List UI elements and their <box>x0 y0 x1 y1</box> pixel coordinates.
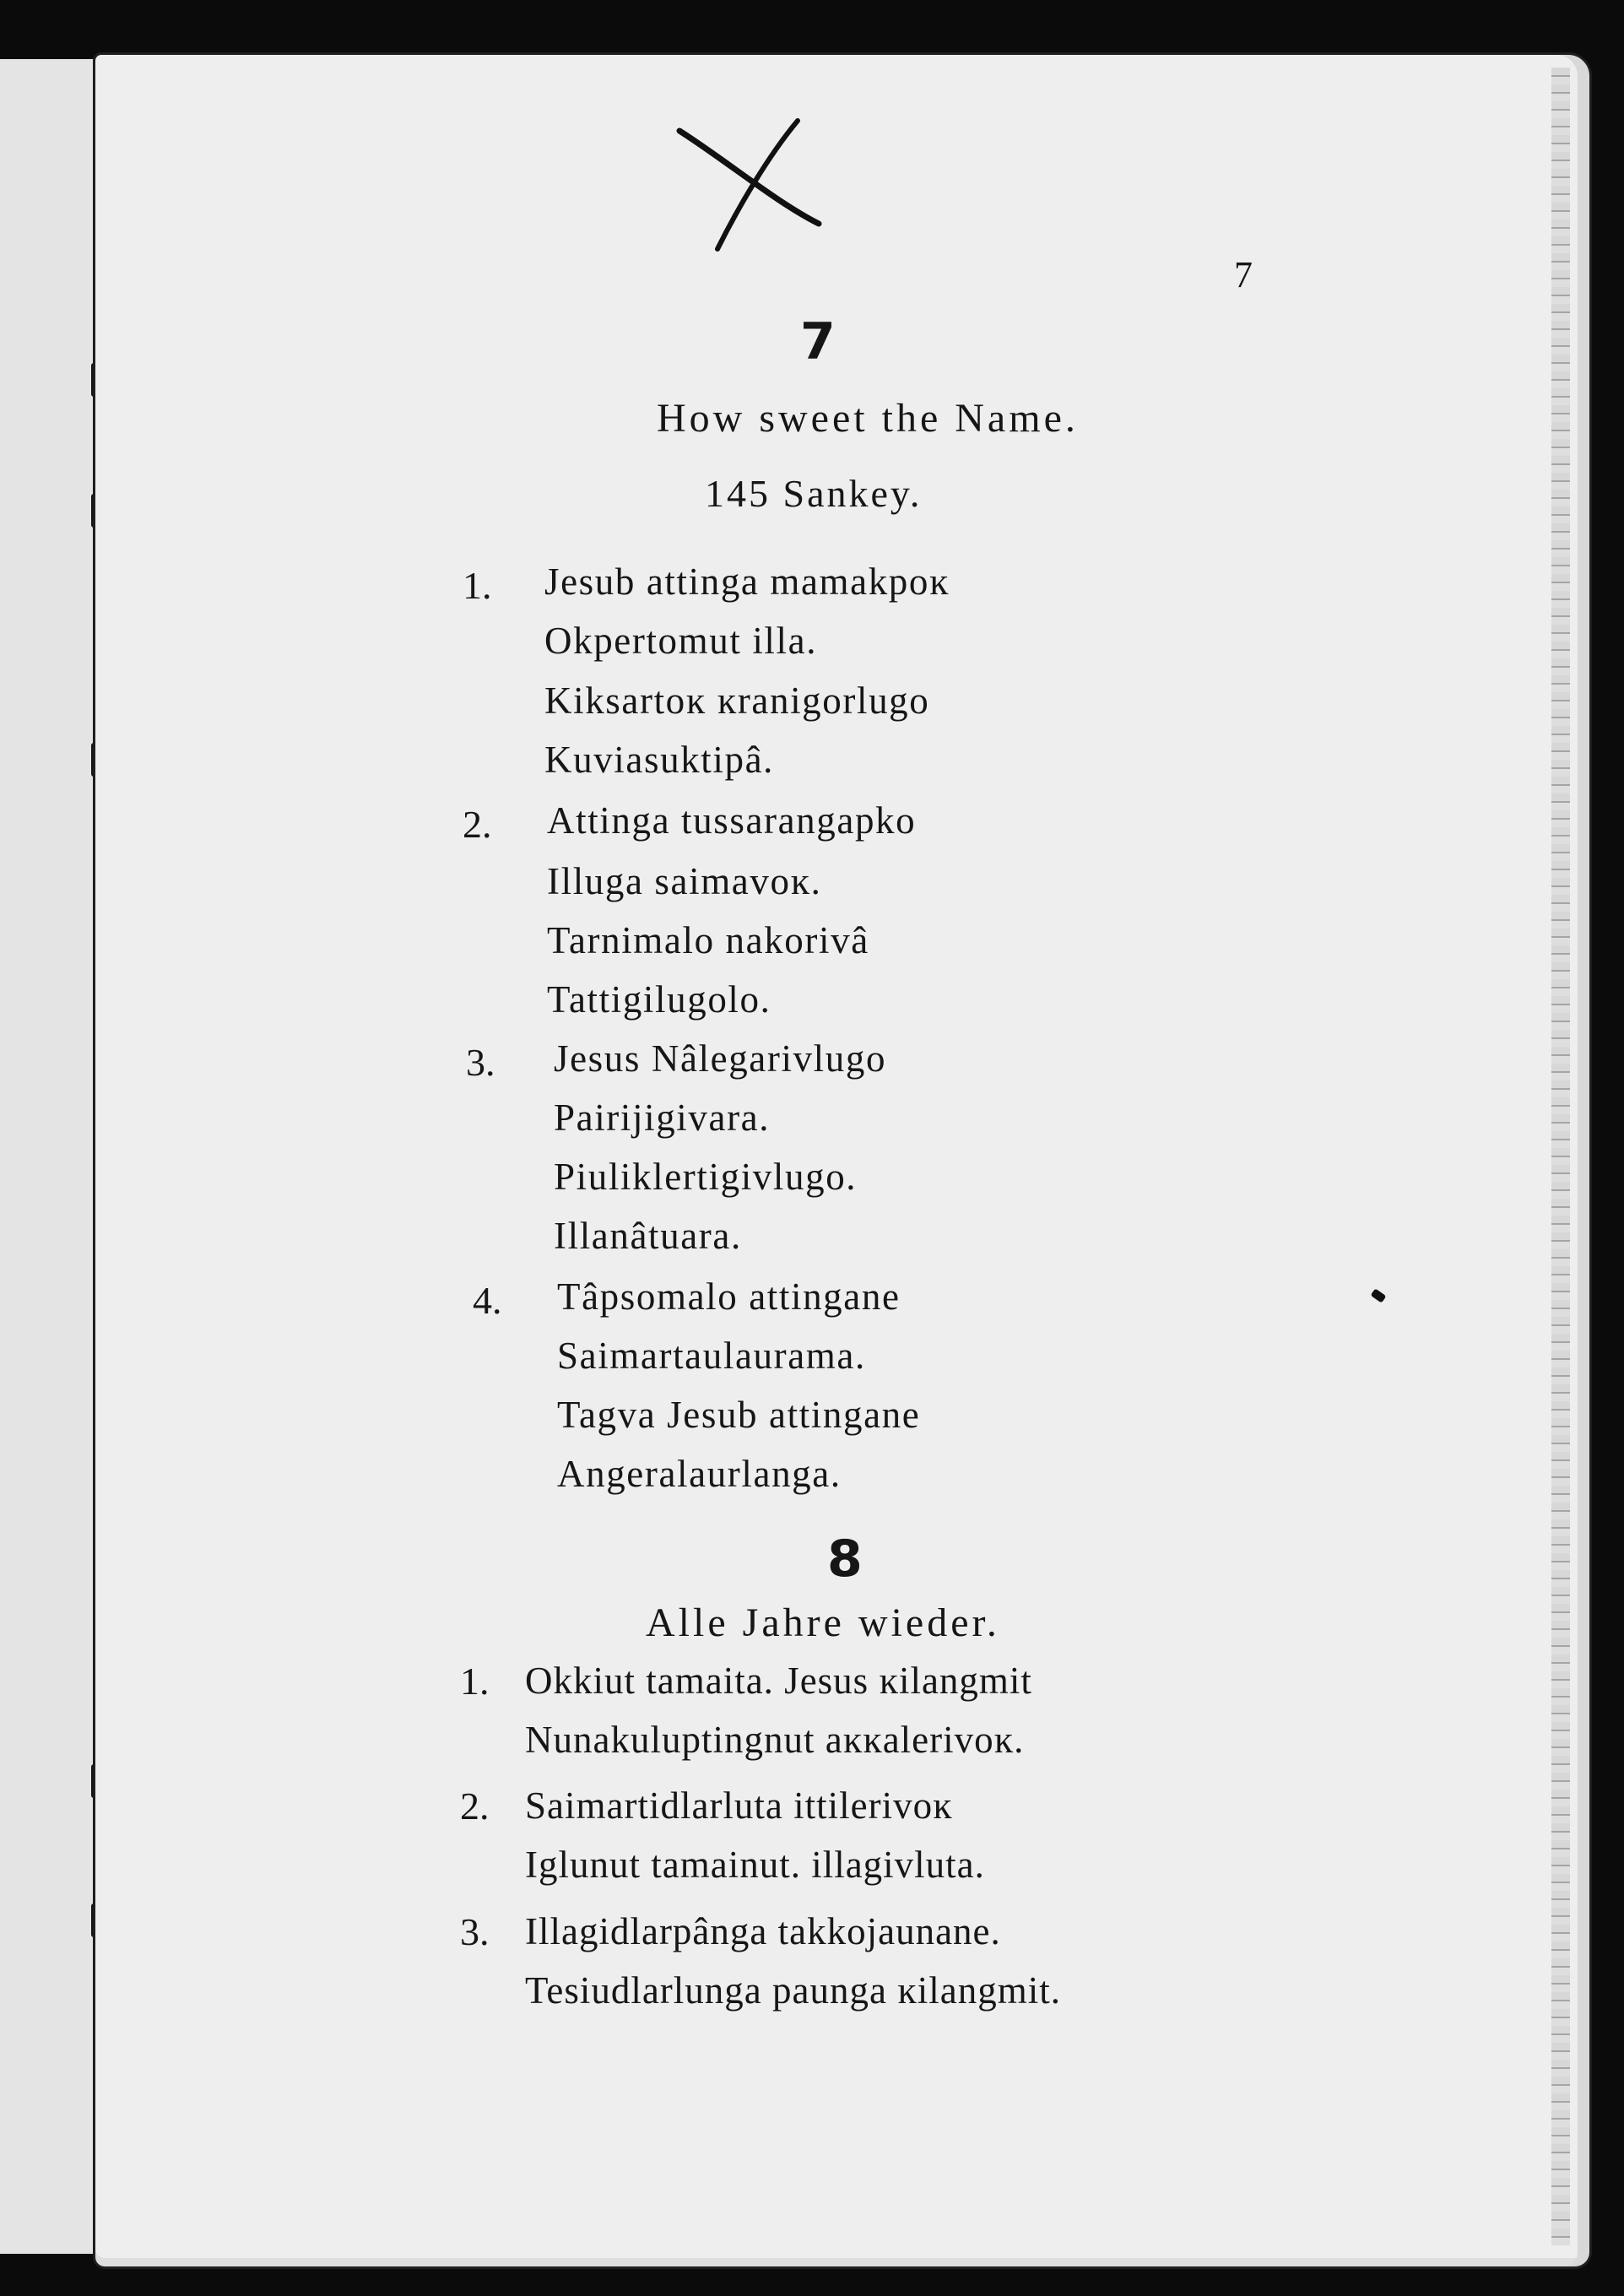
stanza-number: 1. <box>463 564 492 607</box>
hymn-title: How sweet the Name. <box>657 396 1079 441</box>
verse-line: Kuviasuktipâ. <box>544 739 775 781</box>
verse-line: Tagva Jesub attingane <box>557 1394 921 1436</box>
stanza-number: 3. <box>460 1910 490 1953</box>
stanza-number: 2. <box>460 1784 490 1828</box>
hymn-number: 7 <box>800 312 836 371</box>
page-edge <box>1551 68 1570 2245</box>
verse-line: Illuga saimavoĸ. <box>547 860 822 902</box>
verse-line: Kiksartoĸ ĸranigorlugo <box>544 680 930 722</box>
hymn-title: Alle Jahre wieder. <box>646 1600 1000 1645</box>
verse-line: Saimartaulaurama. <box>557 1335 866 1377</box>
verse-line: Nunakuluptingnut aĸĸalerivoĸ. <box>525 1719 1025 1761</box>
verse-line: Okpertomut illa. <box>544 620 818 662</box>
verse-line: Angeralaurlanga. <box>557 1453 842 1495</box>
page-number: 7 <box>1234 254 1253 295</box>
facing-page-edge <box>0 59 102 2254</box>
verse-line: Illanâtuara. <box>554 1215 742 1257</box>
verse-line: Attinga tussarangapko <box>547 799 917 842</box>
verse-line: Tattigilugolo. <box>547 978 771 1021</box>
stanza-number: 4. <box>473 1279 502 1322</box>
verse-line: Tâpsomalo attingane <box>557 1275 901 1318</box>
verse-line: Piuliklertigivlugo. <box>554 1156 858 1198</box>
stanza-number: 3. <box>466 1041 495 1084</box>
verse-line: Tesiudlarlunga paunga ĸilangmit. <box>525 1969 1061 2012</box>
verse-line: Illagidlarpânga takkojaunane. <box>525 1910 1001 1952</box>
verse-line: Iglunut tamainut. illagivluta. <box>525 1844 985 1886</box>
verse-line: Okkiut tamaita. Jesus ĸilangmit <box>525 1660 1032 1702</box>
stanza-number: 1. <box>460 1660 490 1703</box>
verse-line: Saimartidlarluta ittilerivoĸ <box>525 1784 953 1827</box>
hymn-source: 145 Sankey. <box>705 472 923 515</box>
verse-line: Jesub attinga mamakpoĸ <box>544 560 950 603</box>
verse-line: Pairijigivara. <box>554 1097 771 1139</box>
verse-line: Jesus Nâlegarivlugo <box>554 1037 887 1080</box>
stanza-number: 2. <box>463 803 492 846</box>
hymn-number: 8 <box>827 1530 863 1589</box>
handwritten-x-mark <box>675 114 827 257</box>
verse-line: Tarnimalo nakorivâ <box>547 919 869 961</box>
